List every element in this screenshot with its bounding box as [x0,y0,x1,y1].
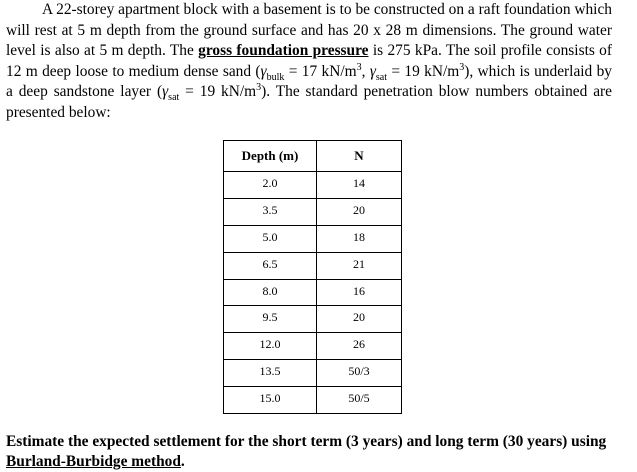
bulk-subscript: bulk [266,71,285,83]
intro-text-7: = 19 kN/m [179,83,257,101]
gamma-symbol: γ [260,62,267,80]
intro-text-5: = 19 kN/m [387,62,460,80]
table-row [224,279,402,306]
n-cell: 16 [317,279,402,306]
n-cell: 20 [317,198,402,225]
task-text-2: . [180,453,185,470]
table-header-row [224,141,402,172]
depth-cell: 12.0 [224,333,317,360]
table-row [224,198,402,225]
depth-column-header: Depth (m) [224,141,317,172]
intro-text-3: = 17 kN/m [284,62,357,80]
depth-cell: 5.0 [224,225,317,252]
table-row [224,306,402,333]
depth-cell: 13.5 [224,360,317,387]
gamma-symbol: γ [162,83,169,101]
n-cell: 26 [317,333,402,360]
spt-table [223,140,402,414]
intro-text-2: is 275 kPa. The soil profile consists of 12 m deep loose to medium dense sand ( [6,42,612,80]
n-cell: 50/5 [317,387,402,414]
task-statement [6,432,626,472]
table-row [224,333,402,360]
depth-cell: 9.5 [224,306,317,333]
n-cell: 18 [317,225,402,252]
table-row [224,172,402,199]
n-cell: 20 [317,306,402,333]
sat-subscript: sat [375,71,388,83]
cube-superscript: 3 [256,82,262,94]
n-cell: 14 [317,172,402,199]
gamma-symbol: γ [369,62,376,80]
task-text-1: Estimate the expected settlement for the short term (3 years) and long term (30 years) using [6,433,607,450]
intro-text-8: ). The standard penetration blow numbers obtained are presented below: [6,83,613,121]
table-row [224,225,402,252]
depth-cell: 8.0 [224,279,317,306]
gross-foundation-pressure-term: gross foundation pressure [198,42,369,60]
n-cell: 21 [317,252,402,279]
depth-cell: 2.0 [224,172,317,199]
cube-superscript: 3 [459,61,465,73]
method-name: Burland-Burbidge method [6,453,181,470]
intro-text-4: , [361,62,370,80]
table-row [224,252,402,279]
table-row [224,360,402,387]
table-row [224,387,402,414]
n-column-header: N [317,141,402,172]
depth-cell: 3.5 [224,198,317,225]
cube-superscript: 3 [356,61,362,73]
sat-subscript: sat [168,92,180,104]
problem-statement [6,0,612,124]
depth-cell: 15.0 [224,387,317,414]
depth-cell: 6.5 [224,252,317,279]
intro-text-1: A 22-storey apartment block with a basement is to be constructed on a raft foundation which will rest at 5 m depth from the ground surface and has 20 x 28 m dimensions. The ground water level is also at 5 m depth. The [6,1,612,60]
n-cell: 50/3 [317,360,402,387]
intro-text-6: ), which is underlaid by a deep sandstone layer ( [6,62,613,101]
